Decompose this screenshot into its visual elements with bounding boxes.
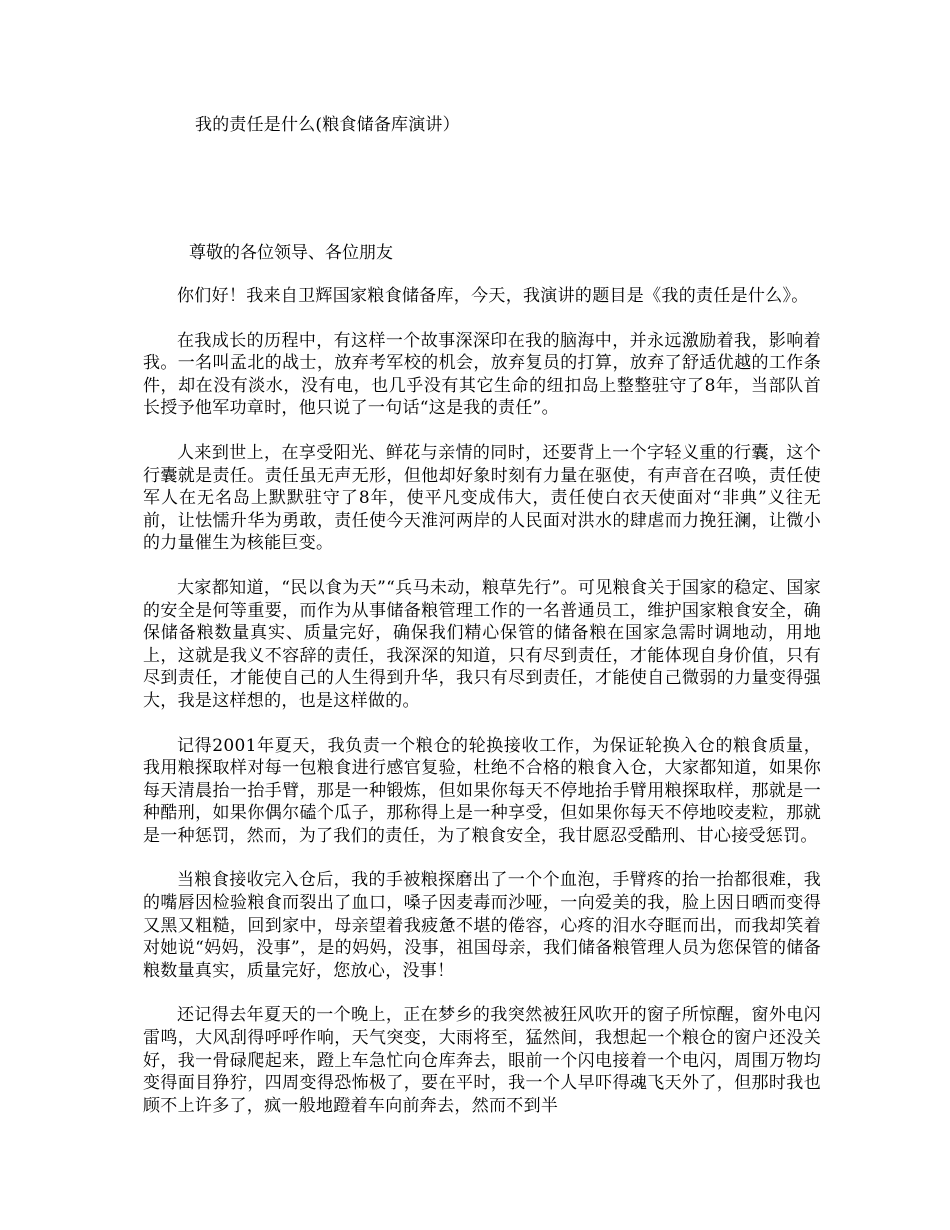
paragraph: 你们好！我来自卫辉国家粮食储备库，今天，我演讲的题目是《我的责任是什么》。 (177, 286, 809, 306)
paragraph: 大家都知道，“民以食为天”“兵马未动，粮草先行”。可见粮食关于国家的稳定、国家的安全是何等重要，而作为从事储备粮管理工作的一名普通员工，维护国家粮食安全，确保储备粮数量真实、质量完好，确保我们精心保管的储备粮在国家急需时调地动，用地上，这就是我义不容辞的责任，我深深的知道，只有尽到责任，才能体现自身价值，只有尽到责任，才能使自己的人生得到升华，我只有尽到责任，才能使自己微弱的力量变得强大，我是这样想的，也是这样做的。 (143, 577, 821, 711)
document-body (143, 285, 821, 1139)
paragraph: 记得2001年夏天，我负责一个粮仓的轮换接收工作，为保证轮换入仓的粮食质量，我用粮探取样对每一包粮食进行感官复验，杜绝不合格的粮食入仓，大家都知道，如果你每天清晨抬一抬手臂，那是一种锻炼，但如果你每天不停地抬手臂用粮探取样，那就是一种酷刑，如果你偶尔磕个瓜子，那称得上是一种享受，但如果你每天不停地咬麦粒，那就是一种惩罚，然而，为了我们的责任，为了粮食安全，我甘愿忍受酷刑、甘心接受惩罚。 (143, 735, 821, 846)
paragraph: 人来到世上，在享受阳光、鲜花与亲情的同时，还要背上一个字轻义重的行囊，这个行囊就是责任。责任虽无声无形，但他却好象时刻有力量在驱使，有声音在召唤，责任使军人在无名岛上默默驻守了8年，使平凡变成伟大，责任使白衣天使面对“非典”义往无前，让怯懦升华为勇敢，责任使今天淮河两岸的人民面对洪水的肆虐而力挽狂澜，让微小的力量催生为核能巨变。 (143, 442, 821, 554)
salutation: 尊敬的各位领导、各位朋友 (189, 243, 393, 263)
document-title: 我的责任是什么(粮食储备库演讲） (195, 115, 460, 135)
paragraph: 在我成长的历程中，有这样一个故事深深印在我的脑海中，并永远激励着我，影响着我。一名叫孟北的战士，放弃考军校的机会，放弃复员的打算，放弃了舒适优越的工作条件，却在没有淡水，没有电，也几乎没有其它生命的纽扣岛上整整驻守了8年，当部队首长授予他军功章时，他只说了一句话“这是我的责任”。 (143, 330, 821, 419)
paragraph: 还记得去年夏天的一个晚上，正在梦乡的我突然被狂风吹开的窗子所惊醒，窗外电闪雷鸣，大风刮得呼呼作响，天气突变，大雨将至，猛然间，我想起一个粮仓的窗户还没关好，我一骨碌爬起来，蹬上车急忙向仓库奔去，眼前一个闪电接着一个电闪，周围万物均变得面目狰狞，四周变得恐怖极了，要在平时，我一个人早吓得魂飞天外了，但那时我也顾不上许多了，疯一般地蹬着车向前奔去，然而不到半 (143, 1005, 821, 1116)
paragraph: 当粮食接收完入仓后，我的手被粮探磨出了一个个血泡，手臂疼的抬一抬都很难，我的嘴唇因检验粮食而裂出了血口，嗓子因麦毒而沙哑，一向爱美的我，脸上因日晒而变得又黑又粗糙，回到家中，母亲望着我疲惫不堪的倦容，心疼的泪水夺眶而出，而我却笑着对她说“妈妈，没事”，是的妈妈，没事，祖国母亲，我们储备粮管理人员为您保管的储备粮数量真实，质量完好，您放心，没事！ (143, 870, 821, 981)
